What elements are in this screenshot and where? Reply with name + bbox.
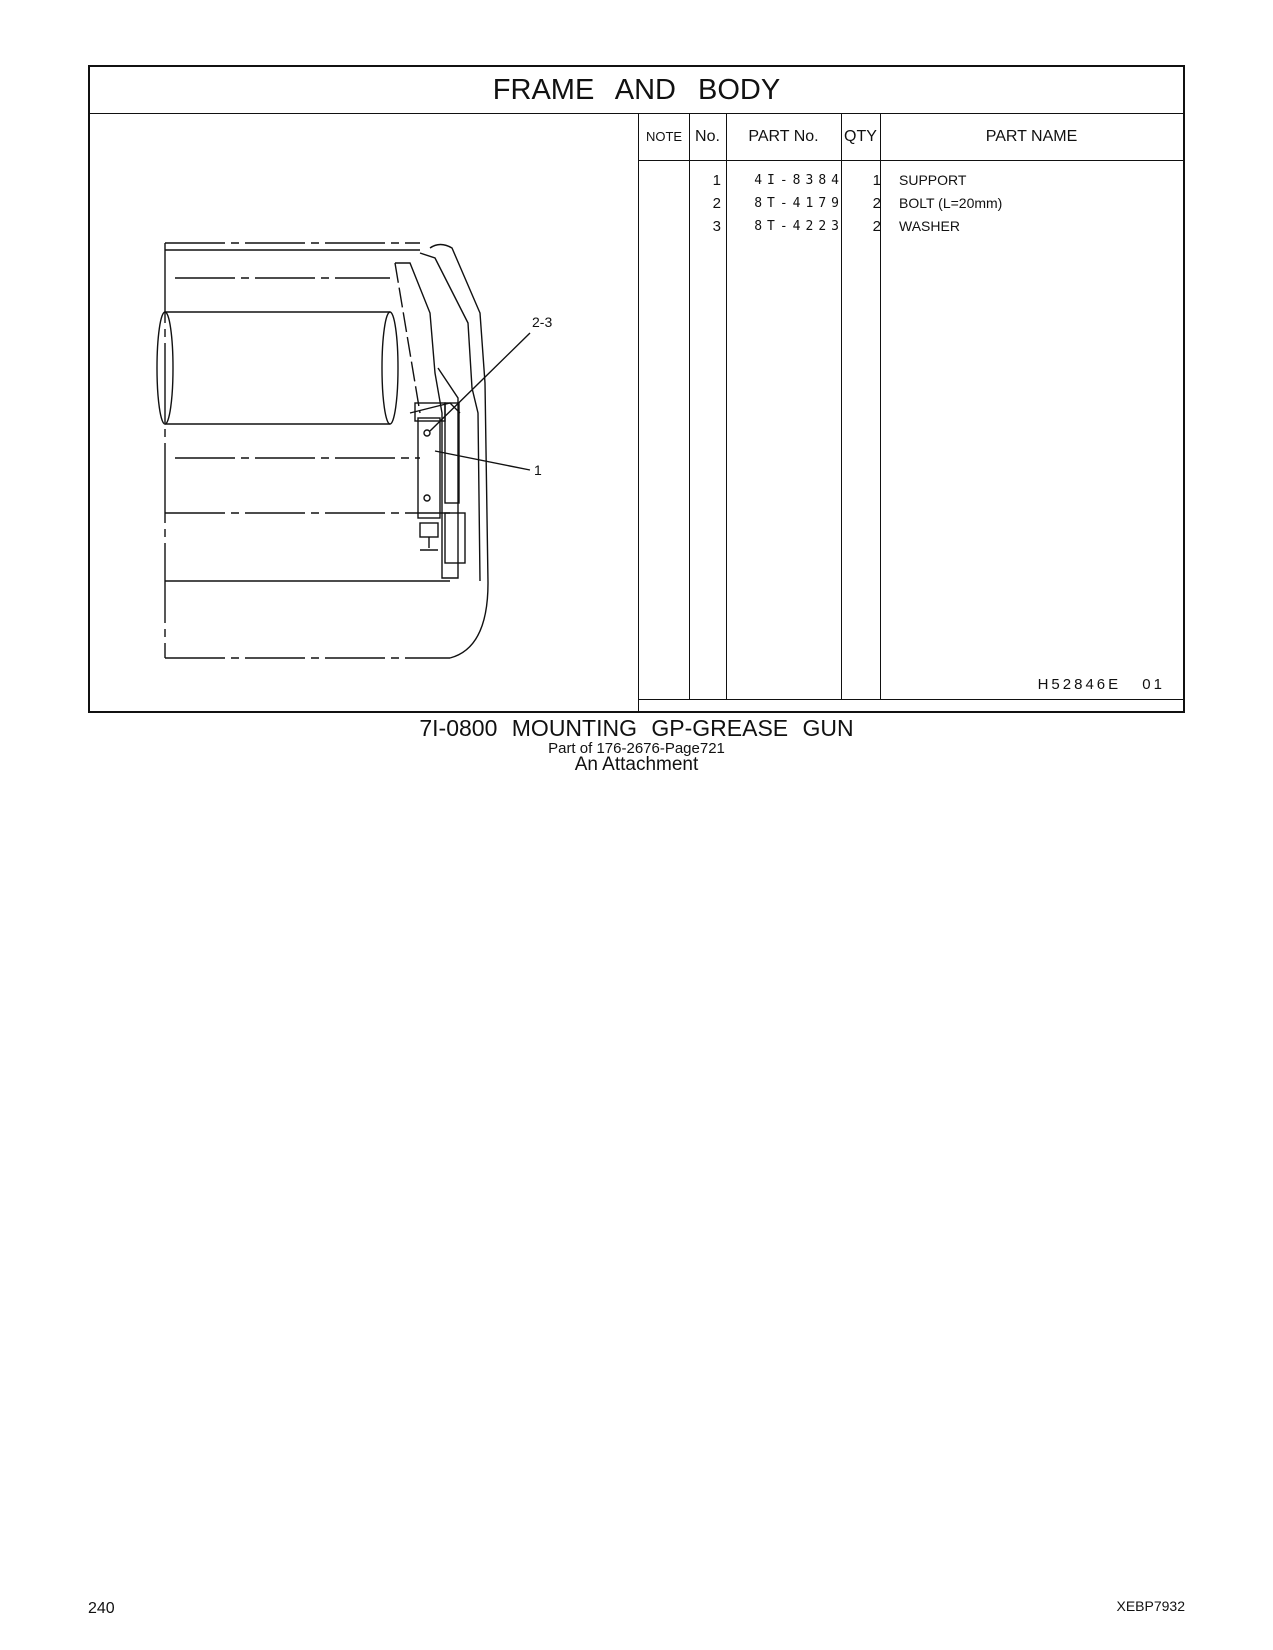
document-code: XEBP7932: [1116, 1598, 1185, 1614]
row-no: 1: [712, 172, 721, 189]
row-part-name: SUPPORT: [899, 172, 967, 188]
row-no: 3: [712, 218, 721, 235]
group-parent-reference: Part of 176-2676-Page721: [548, 740, 725, 757]
group-title: 7I-0800 MOUNTING GP-GREASE GUN: [419, 715, 854, 741]
row-part-no: 8T-4223: [754, 219, 844, 234]
header-no: No.: [695, 128, 720, 145]
parts-frame: [88, 65, 1185, 713]
parts-table: [639, 113, 1183, 711]
row-no: 2: [712, 195, 721, 212]
row-qty: 2: [872, 195, 881, 212]
illustration-reference: H52846E 01: [1037, 676, 1165, 693]
callout-1: 1: [534, 462, 542, 478]
header-qty: QTY: [844, 128, 877, 145]
exploded-view-drawing: [90, 113, 638, 713]
header-part-name: PART NAME: [985, 128, 1078, 145]
row-qty: 2: [872, 218, 881, 235]
row-part-name: BOLT (L=20mm): [899, 195, 1003, 211]
row-part-no: 8T-4179: [754, 196, 844, 211]
header-note: NOTE: [645, 129, 683, 144]
row-part-no: 4I-8384: [754, 173, 844, 188]
table-header: [639, 113, 1183, 161]
row-part-name: WASHER: [899, 218, 960, 234]
group-type: An Attachment: [574, 754, 699, 775]
callout-2-3: 2-3: [532, 314, 553, 330]
row-qty: 1: [872, 172, 881, 189]
table-row: [639, 192, 1183, 215]
page-number: 240: [88, 1600, 115, 1617]
table-footer-area: [639, 676, 1183, 711]
table-row: [639, 169, 1183, 192]
section-title: FRAME AND BODY: [90, 67, 1183, 114]
header-part-no: PART No.: [748, 128, 819, 145]
table-row: [639, 215, 1183, 238]
parts-illustration: [90, 113, 639, 711]
